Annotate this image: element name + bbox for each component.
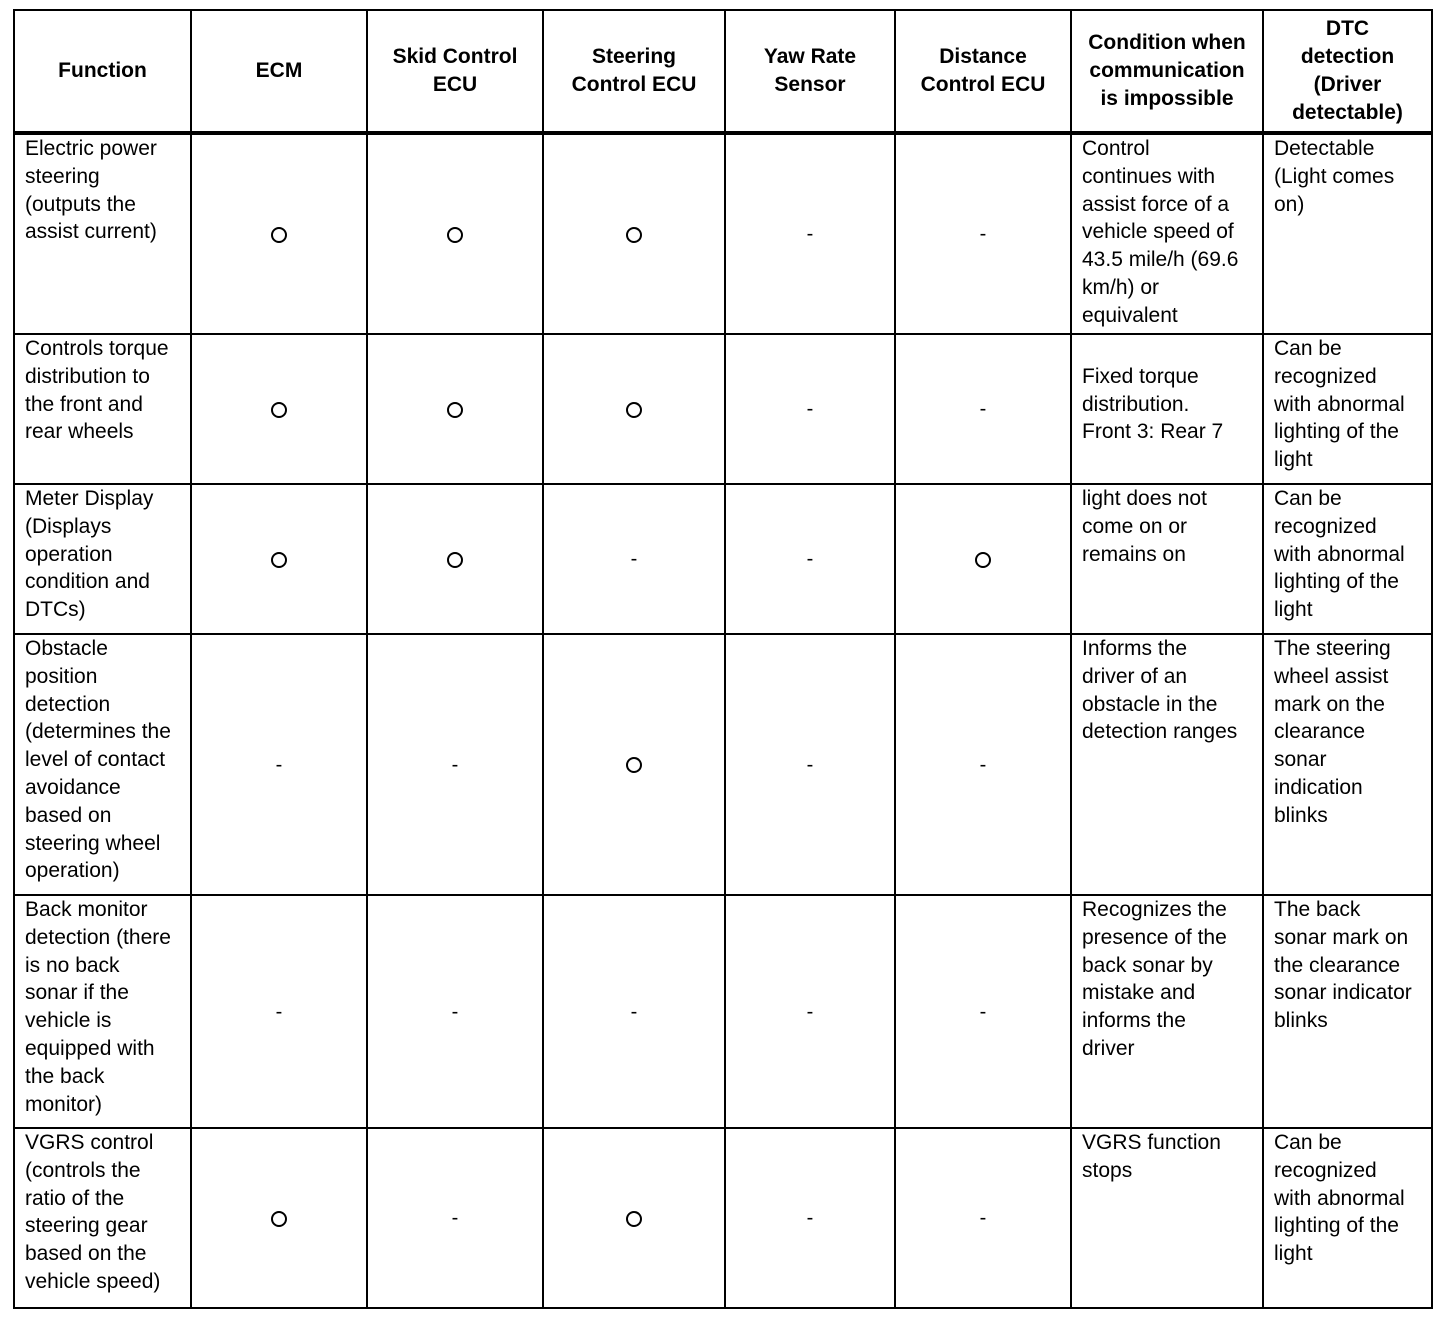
mark-cell — [543, 1128, 725, 1308]
mark-cell — [367, 334, 543, 484]
mark-cell — [191, 895, 367, 1128]
dtc-cell: Detectable (Light comes on) — [1263, 133, 1432, 334]
condition-cell: Control continues with assist force of a vehicle speed of 43.5 mile/h (69.6 km/h) or equivalent — [1071, 133, 1263, 334]
dtc-cell: Can be recognized with abnormal lighting of the light — [1263, 484, 1432, 634]
applicable-circle-icon — [447, 552, 463, 568]
mark-cell — [367, 895, 543, 1128]
dtc-cell: Can be recognized with abnormal lighting of the light — [1263, 1128, 1432, 1308]
not-applicable-dash: - — [806, 1207, 814, 1229]
mark-cell — [895, 133, 1071, 334]
mark-cell — [895, 634, 1071, 895]
table-body — [14, 133, 1432, 1308]
mark-cell — [543, 634, 725, 895]
table-row — [14, 634, 1432, 895]
condition-cell: light does not come on or remains on — [1071, 484, 1263, 634]
applicable-circle-icon — [975, 552, 991, 568]
not-applicable-dash: - — [979, 223, 987, 245]
mark-cell — [191, 484, 367, 634]
function-cell: Meter Display (Displays operation condition and DTCs) — [14, 484, 191, 634]
mark-cell — [191, 634, 367, 895]
applicable-circle-icon — [626, 402, 642, 418]
mark-cell — [191, 334, 367, 484]
condition-cell: Fixed torque distribution. Front 3: Rear 7 — [1071, 334, 1263, 484]
applicable-circle-icon — [626, 757, 642, 773]
not-applicable-dash: - — [806, 223, 814, 245]
condition-cell: Recognizes the presence of the back sonar by mistake and informs the driver — [1071, 895, 1263, 1128]
not-applicable-dash: - — [806, 398, 814, 420]
mark-cell — [191, 1128, 367, 1308]
not-applicable-dash: - — [979, 1207, 987, 1229]
mark-cell — [725, 133, 895, 334]
not-applicable-dash: - — [451, 1000, 459, 1023]
not-applicable-dash: - — [630, 548, 638, 570]
mark-cell — [895, 334, 1071, 484]
not-applicable-dash: - — [275, 753, 283, 776]
not-applicable-dash: - — [806, 1000, 814, 1023]
mark-cell — [895, 484, 1071, 634]
not-applicable-dash: - — [979, 398, 987, 420]
not-applicable-dash: - — [979, 1000, 987, 1023]
table-row — [14, 334, 1432, 484]
header-steering-control-ecu: Steering Control ECU — [543, 10, 725, 133]
not-applicable-dash: - — [806, 753, 814, 776]
dtc-cell: Can be recognized with abnormal lighting of the light — [1263, 334, 1432, 484]
mark-cell — [895, 895, 1071, 1128]
mark-cell — [543, 133, 725, 334]
applicable-circle-icon — [271, 227, 287, 243]
applicable-circle-icon — [626, 1211, 642, 1227]
header-function: Function — [14, 10, 191, 133]
header-ecm: ECM — [191, 10, 367, 133]
applicable-circle-icon — [271, 402, 287, 418]
table-row — [14, 1128, 1432, 1308]
function-cell: Electric power steering (outputs the assist current) — [14, 133, 191, 334]
header-row — [14, 10, 1432, 133]
not-applicable-dash: - — [275, 1000, 283, 1023]
mark-cell — [367, 133, 543, 334]
mark-cell — [367, 484, 543, 634]
condition-cell: Informs the driver of an obstacle in the detection ranges — [1071, 634, 1263, 895]
header-condition: Condition when communication is impossible — [1071, 10, 1263, 133]
mark-cell — [191, 133, 367, 334]
header-dtc-detection: DTC detection (Driver detectable) — [1263, 10, 1432, 133]
mark-cell — [543, 334, 725, 484]
applicable-circle-icon — [271, 1211, 287, 1227]
mark-cell — [895, 1128, 1071, 1308]
table-row — [14, 484, 1432, 634]
mark-cell — [543, 484, 725, 634]
ecu-function-table — [13, 9, 1433, 1309]
mark-cell — [725, 334, 895, 484]
condition-cell: VGRS function stops — [1071, 1128, 1263, 1308]
mark-cell — [725, 895, 895, 1128]
table-row — [14, 895, 1432, 1128]
mark-cell — [725, 634, 895, 895]
applicable-circle-icon — [447, 227, 463, 243]
function-cell: Back monitor detection (there is no back sonar if the vehicle is equipped with the back monitor) — [14, 895, 191, 1128]
mark-cell — [725, 484, 895, 634]
not-applicable-dash: - — [806, 548, 814, 570]
header-skid-control-ecu: Skid Control ECU — [367, 10, 543, 133]
table-row — [14, 133, 1432, 334]
mark-cell — [367, 1128, 543, 1308]
function-cell: VGRS control (controls the ratio of the steering gear based on the vehicle speed) — [14, 1128, 191, 1308]
function-cell: Obstacle position detection (determines the level of contact avoidance based on steering wheel operation) — [14, 634, 191, 895]
not-applicable-dash: - — [451, 1207, 459, 1229]
applicable-circle-icon — [447, 402, 463, 418]
function-cell: Controls torque distribution to the front and rear wheels — [14, 334, 191, 484]
header-distance-control-ecu: Distance Control ECU — [895, 10, 1071, 133]
mark-cell — [543, 895, 725, 1128]
mark-cell — [367, 634, 543, 895]
dtc-cell: The steering wheel assist mark on the clearance sonar indication blinks — [1263, 634, 1432, 895]
not-applicable-dash: - — [979, 753, 987, 776]
header-yaw-rate-sensor: Yaw Rate Sensor — [725, 10, 895, 133]
not-applicable-dash: - — [630, 1000, 638, 1023]
dtc-cell: The back sonar mark on the clearance sonar indicator blinks — [1263, 895, 1432, 1128]
applicable-circle-icon — [626, 227, 642, 243]
not-applicable-dash: - — [451, 753, 459, 776]
mark-cell — [725, 1128, 895, 1308]
applicable-circle-icon — [271, 552, 287, 568]
